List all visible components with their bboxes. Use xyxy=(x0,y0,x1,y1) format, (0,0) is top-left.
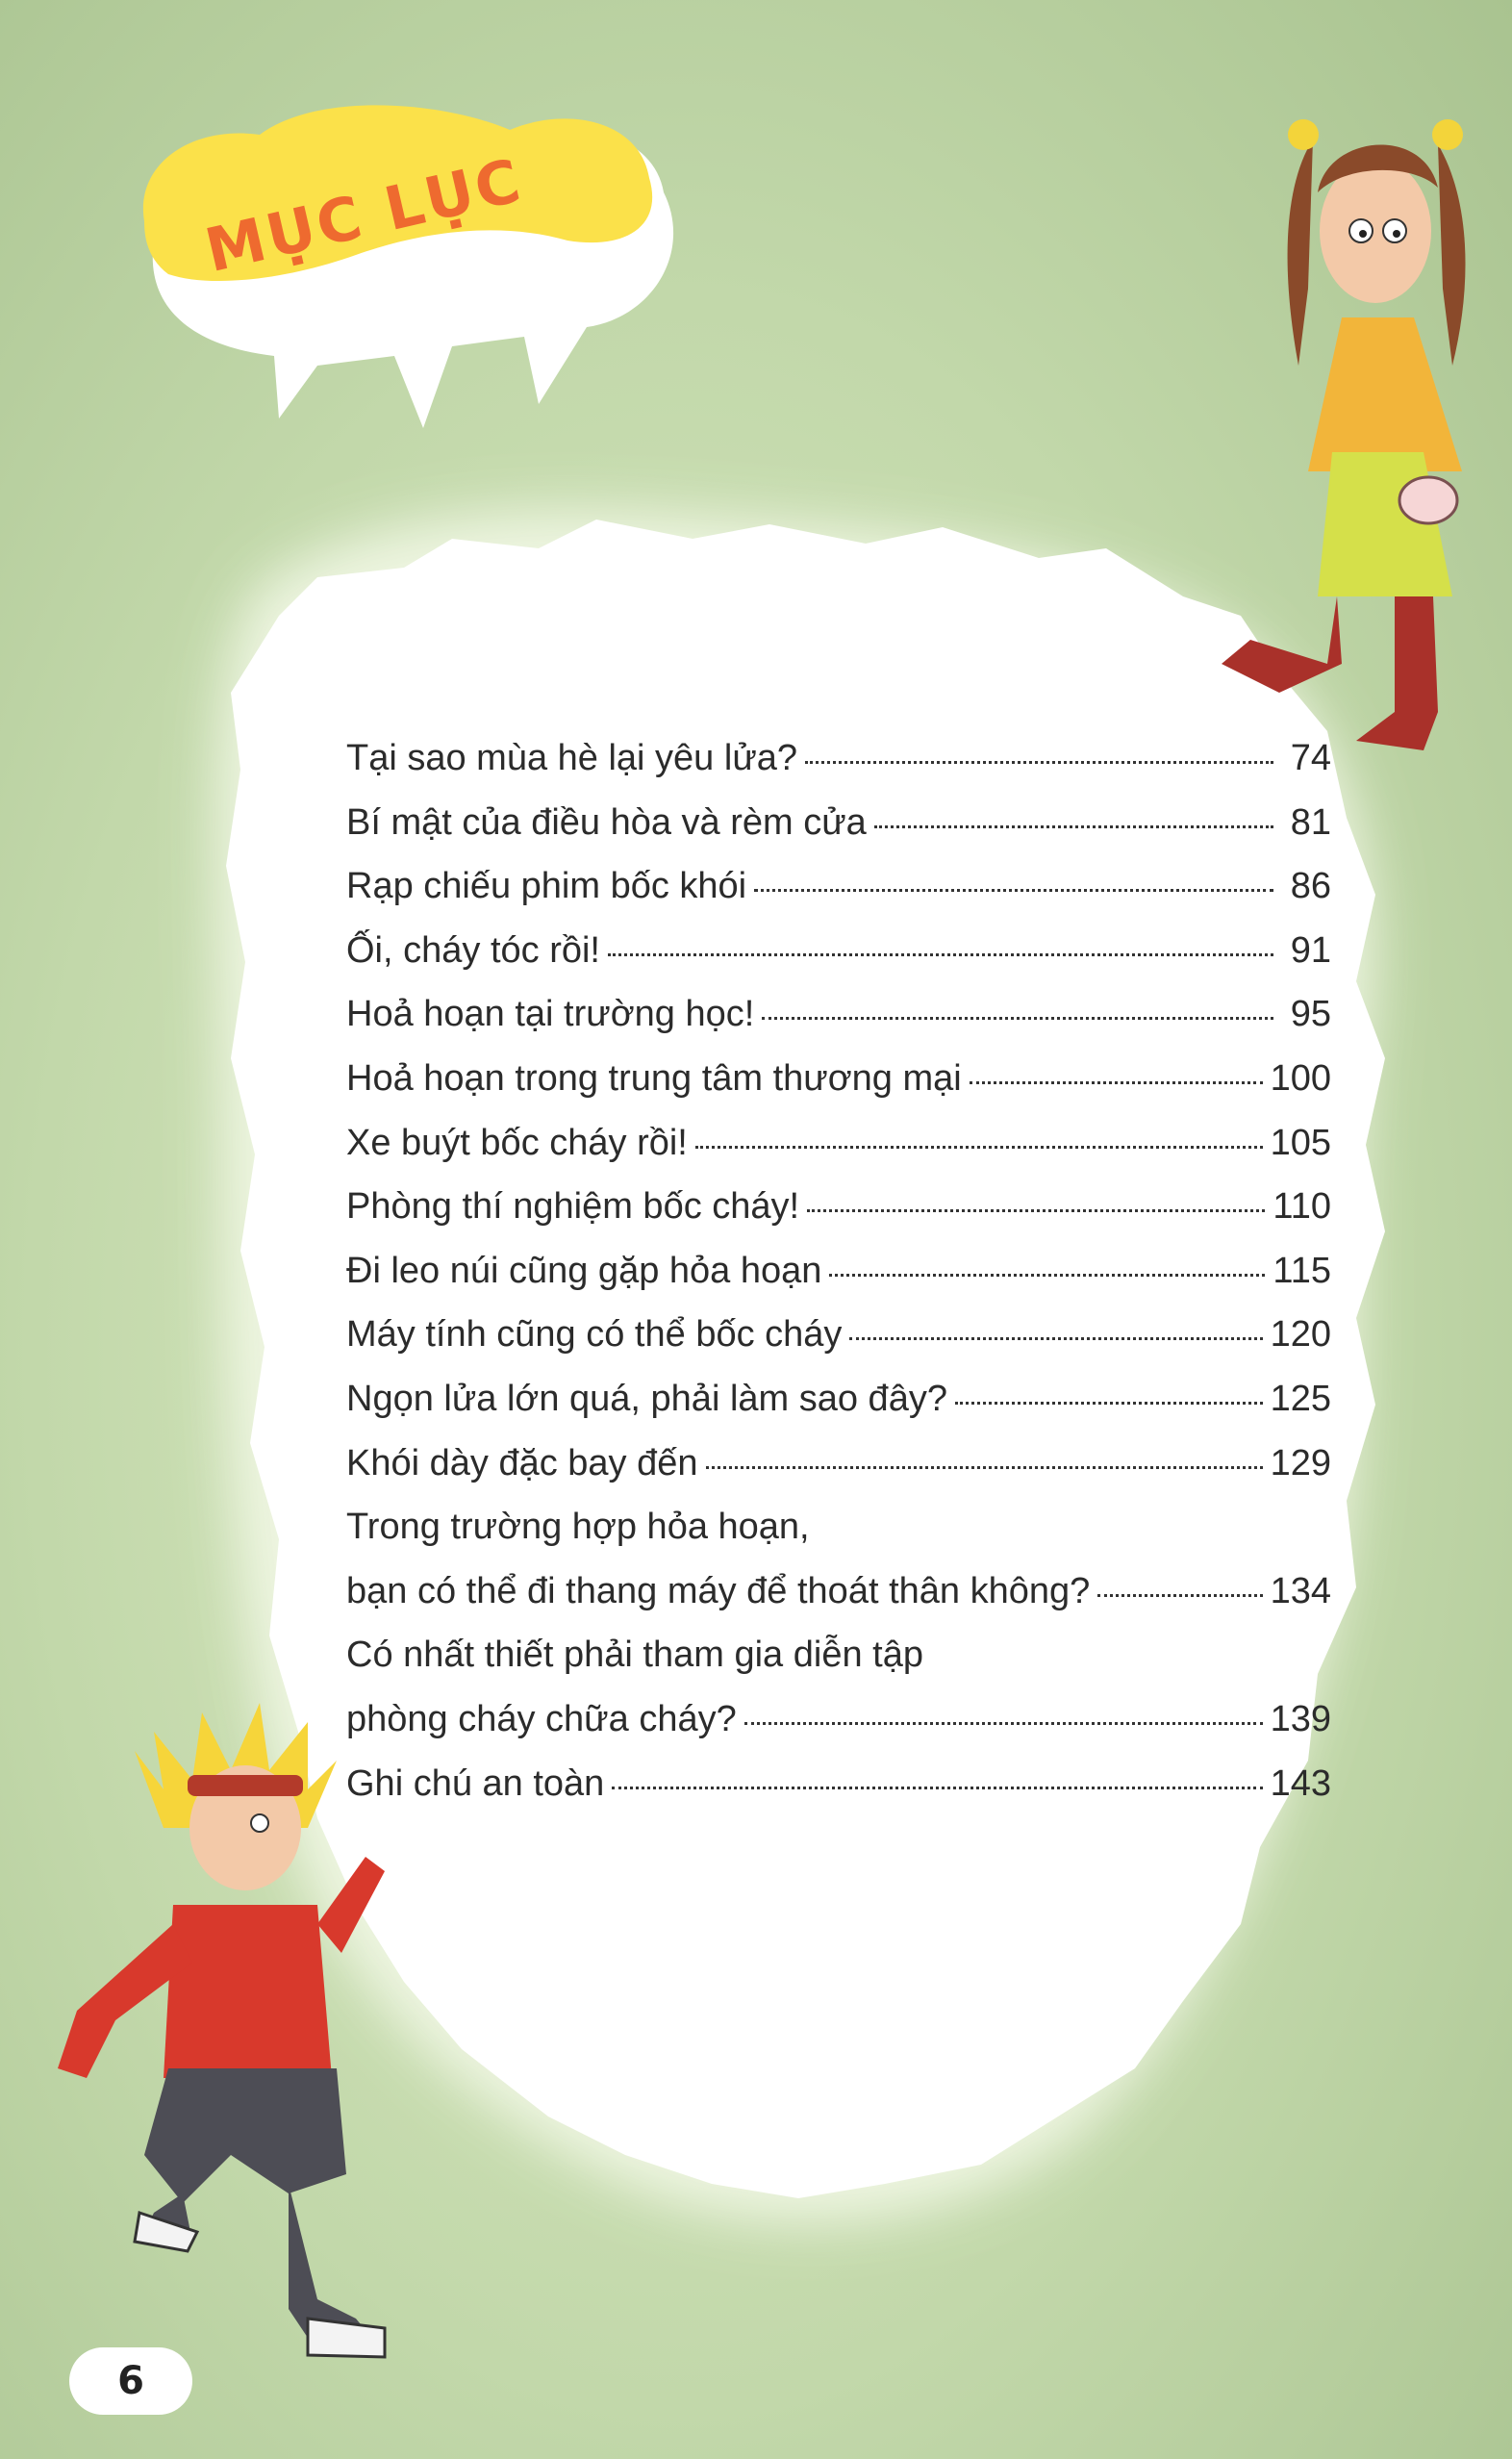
toc-entry-title: Rạp chiếu phim bốc khói xyxy=(346,866,747,907)
toc-entry-page: 105 xyxy=(1270,1122,1331,1163)
toc-entry-title: Khói dày đặc bay đến xyxy=(346,1442,698,1483)
dot-leader xyxy=(874,825,1273,828)
dot-leader xyxy=(608,953,1273,956)
toc-entry-title: Ối, cháy tóc rồi! xyxy=(346,929,600,971)
dot-leader xyxy=(612,1787,1262,1789)
dot-leader xyxy=(1097,1594,1262,1597)
toc-entry-title: Tại sao mùa hè lại yêu lửa? xyxy=(346,738,798,778)
toc-entry-page: 115 xyxy=(1273,1250,1331,1291)
toc-entry-page: 134 xyxy=(1270,1570,1331,1611)
toc-entry[interactable] xyxy=(346,1303,1331,1367)
dot-leader xyxy=(754,889,1273,892)
toc-entry-page: 129 xyxy=(1270,1442,1331,1483)
toc-entry-page: 81 xyxy=(1290,801,1331,843)
toc-entry-page: 139 xyxy=(1270,1698,1331,1739)
toc-entry-title: Ngọn lửa lớn quá, phải làm sao đây? xyxy=(346,1378,947,1419)
dot-leader xyxy=(805,761,1273,764)
toc-entry-page: 110 xyxy=(1273,1186,1331,1228)
table-of-contents xyxy=(346,726,1331,1815)
toc-entry[interactable] xyxy=(346,1047,1331,1111)
toc-entry[interactable] xyxy=(346,854,1331,919)
toc-entry-page: 86 xyxy=(1290,866,1331,907)
toc-entry[interactable] xyxy=(346,1559,1331,1624)
toc-entry-title: Ghi chú an toàn xyxy=(346,1762,605,1804)
toc-entry-title: Xe buýt bốc cháy rồi! xyxy=(346,1122,688,1163)
toc-entry-page: 95 xyxy=(1290,994,1331,1035)
toc-entry[interactable] xyxy=(346,1752,1331,1816)
dot-leader xyxy=(695,1146,1263,1149)
toc-entry[interactable] xyxy=(346,919,1331,983)
girl-illustration xyxy=(1222,119,1466,750)
toc-entry-title: bạn có thể đi thang máy để thoát thân không? xyxy=(346,1570,1091,1611)
toc-entry[interactable] xyxy=(346,1111,1331,1176)
dot-leader xyxy=(849,1337,1262,1340)
toc-entry-page: 100 xyxy=(1270,1057,1331,1099)
toc-entry[interactable] xyxy=(346,1432,1331,1496)
toc-entry-title: Đi leo núi cũng gặp hỏa hoạn xyxy=(346,1250,822,1291)
dot-leader xyxy=(955,1402,1263,1405)
toc-entry-page: 91 xyxy=(1290,929,1331,971)
toc-entry-title: Bí mật của điều hòa và rèm cửa xyxy=(346,801,867,843)
toc-entry-title: Phòng thí nghiệm bốc cháy! xyxy=(346,1186,800,1228)
toc-entry-line1[interactable] xyxy=(346,1495,1331,1559)
toc-entry[interactable] xyxy=(346,791,1331,855)
toc-entry-title: Có nhất thiết phải tham gia diễn tập xyxy=(346,1635,923,1676)
toc-entry-title: Trong trường hợp hỏa hoạn, xyxy=(346,1507,810,1548)
toc-entry-title: Hoả hoạn trong trung tâm thương mại xyxy=(346,1057,962,1099)
toc-entry-line1[interactable] xyxy=(346,1623,1331,1687)
toc-entry-page: 125 xyxy=(1270,1378,1331,1419)
toc-entry[interactable] xyxy=(346,1367,1331,1432)
toc-entry-title: Máy tính cũng có thể bốc cháy xyxy=(346,1314,843,1356)
dot-leader xyxy=(744,1722,1263,1725)
toc-entry-page: 74 xyxy=(1290,738,1331,778)
toc-entry[interactable] xyxy=(346,982,1331,1047)
toc-entry-page: 120 xyxy=(1270,1314,1331,1356)
dot-leader xyxy=(807,1209,1265,1212)
dot-leader xyxy=(762,1017,1273,1020)
page-number: 6 xyxy=(69,2347,192,2415)
toc-entry[interactable] xyxy=(346,1687,1331,1752)
page-title: MỤC LỤC xyxy=(198,144,530,287)
toc-entry[interactable] xyxy=(346,726,1331,791)
toc-entry[interactable] xyxy=(346,1175,1331,1239)
dot-leader xyxy=(970,1081,1263,1084)
toc-entry-page: 143 xyxy=(1270,1762,1331,1804)
toc-entry-title: Hoả hoạn tại trường học! xyxy=(346,994,755,1035)
toc-entry[interactable] xyxy=(346,1239,1331,1304)
toc-entry-title: phòng cháy chữa cháy? xyxy=(346,1698,737,1739)
dot-leader xyxy=(706,1466,1263,1469)
dot-leader xyxy=(829,1274,1265,1277)
